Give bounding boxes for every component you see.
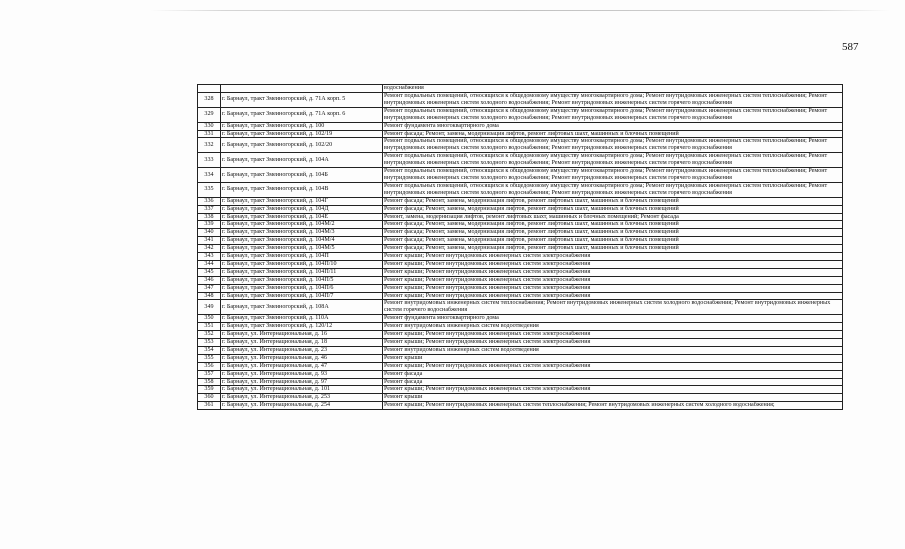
- address-cell: г. Барнаул, ул. Интернациональная, д. 254: [221, 402, 383, 410]
- address-cell: г. Барнаул, ул. Интернациональная, д. 16: [221, 331, 383, 339]
- address-cell: г. Барнаул, тракт Змеиногорский, д. 104П: [221, 253, 383, 261]
- table-row: [198, 168, 843, 183]
- work-cell: Ремонт внутридомовых инженерных систем водоотведения: [383, 323, 843, 331]
- work-cell: Ремонт внутридомовых инженерных систем теплоснабжения; Ремонт внутридомовых инженерных систем холодного водоснабжения; Ремонт внутридомовых инженерных систем горячего водоснабжения: [383, 300, 843, 315]
- address-cell: г. Барнаул, тракт Змеиногорский, д. 104П/11: [221, 268, 383, 276]
- table-row: [198, 362, 843, 370]
- table-row: [198, 229, 843, 237]
- row-number: 358: [198, 378, 221, 386]
- work-cell: водоснабжения: [383, 85, 843, 93]
- work-cell: Ремонт крыши; Ремонт внутридомовых инженерных систем электроснабжения: [383, 260, 843, 268]
- row-number: 339: [198, 221, 221, 229]
- address-cell: г. Барнаул, тракт Змеиногорский, д. 120/12: [221, 323, 383, 331]
- work-cell: Ремонт фасада: [383, 378, 843, 386]
- work-cell: Ремонт подвальных помещений, относящихся к общедомовому имуществу многоквартирного дома; Ремонт внутридомовых инженерных систем теплоснабжения; Ремонт внутридомовых инженерных систем холодного водоснабжения; Ремонт внутридомовых инженерных систем горячего водоснабжения: [383, 153, 843, 168]
- page-number: 587: [842, 41, 859, 53]
- address-cell: г. Барнаул, тракт Змеиногорский, д. 104В: [221, 182, 383, 197]
- table-row: [198, 221, 843, 229]
- work-cell: Ремонт подвальных помещений, относящихся к общедомовому имуществу многоквартирного дома; Ремонт внутридомовых инженерных систем теплоснабжения; Ремонт внутридомовых инженерных систем холодного водоснабжения; Ремонт внутридомовых инженерных систем горячего водоснабжения: [383, 168, 843, 183]
- row-number: 351: [198, 323, 221, 331]
- empty-cell: [221, 85, 383, 93]
- address-cell: г. Барнаул, ул. Интернациональная, д. 101: [221, 386, 383, 394]
- address-cell: г. Барнаул, тракт Змеиногорский, д. 110А: [221, 315, 383, 323]
- row-number: 347: [198, 284, 221, 292]
- address-cell: г. Барнаул, тракт Змеиногорский, д. 104Е: [221, 213, 383, 221]
- address-cell: г. Барнаул, тракт Змеиногорский, д. 104А: [221, 153, 383, 168]
- work-cell: Ремонт крыши; Ремонт внутридомовых инженерных систем электроснабжения: [383, 362, 843, 370]
- table-row: [198, 245, 843, 253]
- work-cell: Ремонт крыши; Ремонт внутридомовых инженерных систем электроснабжения: [383, 268, 843, 276]
- work-cell: Ремонт фасада; Ремонт, замена, модернизация лифтов, ремонт лифтовых шахт, машинных и блочных помещений: [383, 229, 843, 237]
- address-cell: г. Барнаул, тракт Змеиногорский, д. 100: [221, 122, 383, 130]
- row-number: 336: [198, 197, 221, 205]
- work-cell: Ремонт фундамента многоквартирного дома: [383, 315, 843, 323]
- row-number: 328: [198, 93, 221, 108]
- table-row: [198, 331, 843, 339]
- work-cell: Ремонт внутридомовых инженерных систем водоотведения: [383, 346, 843, 354]
- table-row: [198, 300, 843, 315]
- address-cell: г. Барнаул, тракт Змеиногорский, д. 71А корп. 5: [221, 93, 383, 108]
- row-number: 346: [198, 276, 221, 284]
- table-row: [198, 276, 843, 284]
- table-row: [198, 394, 843, 402]
- work-cell: Ремонт подвальных помещений, относящихся к общедомовому имуществу многоквартирного дома; Ремонт внутридомовых инженерных систем теплоснабжения; Ремонт внутридомовых инженерных систем холодного водоснабжения; Ремонт внутридомовых инженерных систем горячего водоснабжения: [383, 93, 843, 108]
- work-cell: Ремонт подвальных помещений, относящихся к общедомовому имуществу многоквартирного дома; Ремонт внутридомовых инженерных систем теплоснабжения; Ремонт внутридомовых инженерных систем холодного водоснабжения; Ремонт внутридомовых инженерных систем горячего водоснабжения: [383, 107, 843, 122]
- address-cell: г. Барнаул, тракт Змеиногорский, д. 71А корп. 6: [221, 107, 383, 122]
- row-number: 357: [198, 370, 221, 378]
- address-cell: г. Барнаул, ул. Интернациональная, д. 23: [221, 346, 383, 354]
- work-cell: Ремонт крыши: [383, 394, 843, 402]
- table-row: [198, 323, 843, 331]
- table-row: [198, 402, 843, 410]
- scan-edge-line: [150, 10, 890, 11]
- empty-cell: [198, 85, 221, 93]
- work-cell: Ремонт подвальных помещений, относящихся к общедомовому имуществу многоквартирного дома; Ремонт внутридомовых инженерных систем теплоснабжения; Ремонт внутридомовых инженерных систем холодного водоснабжения; Ремонт внутридомовых инженерных систем горячего водоснабжения: [383, 182, 843, 197]
- continuation-row: [198, 85, 843, 93]
- table-row: [198, 130, 843, 138]
- address-cell: г. Барнаул, ул. Интернациональная, д. 253: [221, 394, 383, 402]
- address-cell: г. Барнаул, тракт Змеиногорский, д. 104М/5: [221, 245, 383, 253]
- address-cell: г. Барнаул, ул. Интернациональная, д. 18: [221, 339, 383, 347]
- table-row: [198, 213, 843, 221]
- row-number: 332: [198, 138, 221, 153]
- work-cell: Ремонт фасада; Ремонт, замена, модернизация лифтов, ремонт лифтовых шахт, машинных и блочных помещений: [383, 221, 843, 229]
- address-cell: г. Барнаул, тракт Змеиногорский, д. 102/19: [221, 130, 383, 138]
- row-number: 340: [198, 229, 221, 237]
- address-cell: г. Барнаул, ул. Интернациональная, д. 47: [221, 362, 383, 370]
- address-cell: г. Барнаул, тракт Змеиногорский, д. 104Б: [221, 168, 383, 183]
- table-row: [198, 315, 843, 323]
- table-row: [198, 182, 843, 197]
- address-cell: г. Барнаул, тракт Змеиногорский, д. 104М/3: [221, 229, 383, 237]
- table-row: [198, 93, 843, 108]
- work-cell: Ремонт фасада; Ремонт, замена, модернизация лифтов, ремонт лифтовых шахт, машинных и блочных помещений: [383, 197, 843, 205]
- work-cell: Ремонт крыши; Ремонт внутридомовых инженерных систем электроснабжения: [383, 386, 843, 394]
- work-cell: Ремонт фасада; Ремонт, замена, модернизация лифтов, ремонт лифтовых шахт, машинных и блочных помещений: [383, 237, 843, 245]
- table-row: [198, 260, 843, 268]
- work-cell: Ремонт фасада; Ремонт, замена, модернизация лифтов, ремонт лифтовых шахт, машинных и блочных помещений: [383, 130, 843, 138]
- work-cell: Ремонт фасада; Ремонт, замена, модернизация лифтов, ремонт лифтовых шахт, машинных и блочных помещений: [383, 205, 843, 213]
- table-row: [198, 253, 843, 261]
- table-row: [198, 205, 843, 213]
- address-cell: г. Барнаул, ул. Интернациональная, д. 97: [221, 378, 383, 386]
- row-number: 348: [198, 292, 221, 300]
- row-number: 344: [198, 260, 221, 268]
- work-cell: Ремонт фундамента многоквартирного дома: [383, 122, 843, 130]
- address-cell: г. Барнаул, тракт Змеиногорский, д. 104П/6: [221, 284, 383, 292]
- address-cell: г. Барнаул, тракт Змеиногорский, д. 102/20: [221, 138, 383, 153]
- table-row: [198, 138, 843, 153]
- table-row: [198, 346, 843, 354]
- table-row: [198, 284, 843, 292]
- table-row: [198, 197, 843, 205]
- row-number: 343: [198, 253, 221, 261]
- table-row: [198, 268, 843, 276]
- work-cell: Ремонт подвальных помещений, относящихся к общедомовому имуществу многоквартирного дома; Ремонт внутридомовых инженерных систем теплоснабжения; Ремонт внутридомовых инженерных систем холодного водоснабжения; Ремонт внутридомовых инженерных систем горячего водоснабжения: [383, 138, 843, 153]
- table-body: [198, 85, 843, 410]
- work-cell: Ремонт крыши; Ремонт внутридомовых инженерных систем электроснабжения: [383, 331, 843, 339]
- work-cell: Ремонт крыши; Ремонт внутридомовых инженерных систем электроснабжения: [383, 339, 843, 347]
- address-cell: г. Барнаул, тракт Змеиногорский, д. 104М/2: [221, 221, 383, 229]
- work-cell: Ремонт крыши; Ремонт внутридомовых инженерных систем электроснабжения: [383, 284, 843, 292]
- row-number: 359: [198, 386, 221, 394]
- table-row: [198, 237, 843, 245]
- row-number: 356: [198, 362, 221, 370]
- row-number: 355: [198, 354, 221, 362]
- address-cell: г. Барнаул, ул. Интернациональная, д. 46: [221, 354, 383, 362]
- row-number: 350: [198, 315, 221, 323]
- work-cell: Ремонт крыши; Ремонт внутридомовых инженерных систем электроснабжения: [383, 292, 843, 300]
- table-row: [198, 378, 843, 386]
- row-number: 329: [198, 107, 221, 122]
- table-row: [198, 122, 843, 130]
- table-row: [198, 370, 843, 378]
- work-cell: Ремонт крыши: [383, 354, 843, 362]
- row-number: 331: [198, 130, 221, 138]
- table-row: [198, 386, 843, 394]
- work-cell: Ремонт фасада; Ремонт, замена, модернизация лифтов, ремонт лифтовых шахт, машинных и блочных помещений: [383, 245, 843, 253]
- work-cell: Ремонт крыши; Ремонт внутридомовых инженерных систем электроснабжения: [383, 253, 843, 261]
- address-cell: г. Барнаул, тракт Змеиногорский, д. 108А: [221, 300, 383, 315]
- address-cell: г. Барнаул, тракт Змеиногорский, д. 104Д: [221, 205, 383, 213]
- row-number: 335: [198, 182, 221, 197]
- table-row: [198, 107, 843, 122]
- row-number: 354: [198, 346, 221, 354]
- row-number: 342: [198, 245, 221, 253]
- address-cell: г. Барнаул, тракт Змеиногорский, д. 104П/5: [221, 276, 383, 284]
- address-cell: г. Барнаул, тракт Змеиногорский, д. 104П/7: [221, 292, 383, 300]
- repair-program-table: [197, 84, 843, 410]
- table-row: [198, 339, 843, 347]
- table-row: [198, 354, 843, 362]
- address-cell: г. Барнаул, тракт Змеиногорский, д. 104М/4: [221, 237, 383, 245]
- row-number: 330: [198, 122, 221, 130]
- address-cell: г. Барнаул, ул. Интернациональная, д. 93: [221, 370, 383, 378]
- row-number: 360: [198, 394, 221, 402]
- row-number: 338: [198, 213, 221, 221]
- row-number: 345: [198, 268, 221, 276]
- row-number: 353: [198, 339, 221, 347]
- row-number: 349: [198, 300, 221, 315]
- row-number: 361: [198, 402, 221, 410]
- row-number: 333: [198, 153, 221, 168]
- row-number: 334: [198, 168, 221, 183]
- work-cell: Ремонт, замена, модернизация лифтов, ремонт лифтовых шахт, машинных и блочных помещений; Ремонт фасада: [383, 213, 843, 221]
- table-row: [198, 292, 843, 300]
- row-number: 337: [198, 205, 221, 213]
- address-cell: г. Барнаул, тракт Змеиногорский, д. 104П/10: [221, 260, 383, 268]
- row-number: 352: [198, 331, 221, 339]
- work-cell: Ремонт фасада: [383, 370, 843, 378]
- address-cell: г. Барнаул, тракт Змеиногорский, д. 104Г: [221, 197, 383, 205]
- work-cell: Ремонт крыши; Ремонт внутридомовых инженерных систем электроснабжения: [383, 276, 843, 284]
- work-cell: Ремонт крыши; Ремонт внутридомовых инженерных систем теплоснабжения; Ремонт внутридомовых инженерных систем холодного водоснабжения;: [383, 402, 843, 410]
- table-row: [198, 153, 843, 168]
- row-number: 341: [198, 237, 221, 245]
